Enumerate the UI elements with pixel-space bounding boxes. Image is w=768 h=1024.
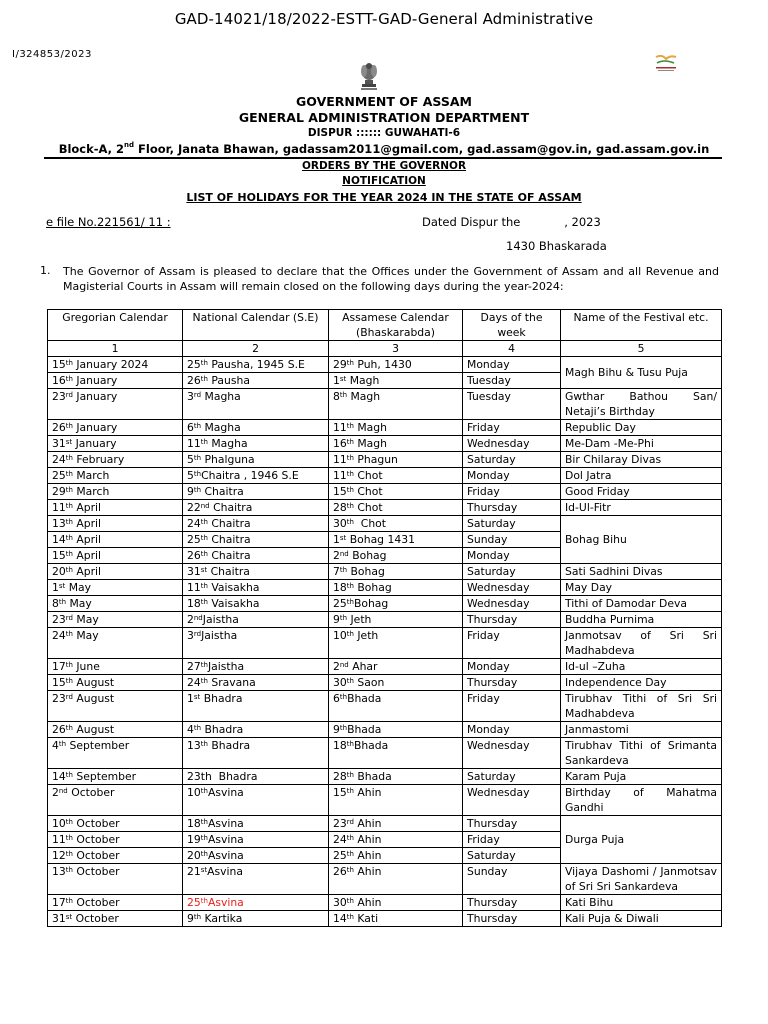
festival-cell: Buddha Purnima xyxy=(561,612,722,628)
day-cell: Saturday xyxy=(463,769,561,785)
day-cell: Friday xyxy=(463,691,561,722)
gregorian-date-cell: 23rd May xyxy=(48,612,183,628)
day-cell: Monday xyxy=(463,357,561,373)
table-row xyxy=(48,612,722,628)
festival-cell: Good Friday xyxy=(561,484,722,500)
gregorian-date-cell: 13th October xyxy=(48,864,183,895)
table-row xyxy=(48,389,722,420)
national-date-cell: 23th Bhadra xyxy=(183,769,329,785)
festival-cell: Kati Bihu xyxy=(561,895,722,911)
national-date-cell: 26th Chaitra xyxy=(183,548,329,564)
festival-cell: Karam Puja xyxy=(561,769,722,785)
efile-number: e file No.221561/ 11 : xyxy=(46,215,171,229)
day-cell: Wednesday xyxy=(463,580,561,596)
national-date-cell: 25thAsvina xyxy=(183,895,329,911)
assamese-date-cell: 30th Saon xyxy=(329,675,463,691)
day-cell: Monday xyxy=(463,722,561,738)
gregorian-date-cell: 10th October xyxy=(48,816,183,832)
assamese-date-cell: 30th Ahin xyxy=(329,895,463,911)
dated-line: Dated Dispur the , 2023 xyxy=(422,215,601,229)
national-date-cell: 25th Chaitra xyxy=(183,532,329,548)
festival-cell: Sati Sadhini Divas xyxy=(561,564,722,580)
day-cell: Thursday xyxy=(463,612,561,628)
national-date-cell: 2ndJaistha xyxy=(183,612,329,628)
table-row xyxy=(48,911,722,927)
assamese-date-cell: 25thBohag xyxy=(329,596,463,612)
assamese-date-cell: 6thBhada xyxy=(329,691,463,722)
table-row xyxy=(48,785,722,816)
festival-cell: Bir Chilaray Divas xyxy=(561,452,722,468)
table-row xyxy=(48,596,722,612)
column-number: 4 xyxy=(463,341,561,357)
table-row xyxy=(48,516,722,532)
assamese-date-cell: 8th Magh xyxy=(329,389,463,420)
assamese-date-cell: 9th Jeth xyxy=(329,612,463,628)
festival-cell: Janmotsav of Sri Sri Madhabdeva xyxy=(561,628,722,659)
table-row xyxy=(48,357,722,373)
gregorian-date-cell: 24th May xyxy=(48,628,183,659)
day-cell: Tuesday xyxy=(463,389,561,420)
festival-cell: Bohag Bihu xyxy=(561,516,722,564)
festival-cell: Id-ul –Zuha xyxy=(561,659,722,675)
day-cell: Thursday xyxy=(463,500,561,516)
assamese-date-cell: 23rd Ahin xyxy=(329,816,463,832)
header-day: Days of the week xyxy=(463,310,561,341)
assamese-date-cell: 7th Bohag xyxy=(329,564,463,580)
gregorian-date-cell: 16th January xyxy=(48,373,183,389)
national-date-cell: 18th Vaisakha xyxy=(183,596,329,612)
gregorian-date-cell: 14th April xyxy=(48,532,183,548)
day-cell: Friday xyxy=(463,484,561,500)
gregorian-date-cell: 1st May xyxy=(48,580,183,596)
festival-cell: Id-Ul-Fitr xyxy=(561,500,722,516)
festival-cell: Dol Jatra xyxy=(561,468,722,484)
declaration-paragraph: The Governor of Assam is pleased to declare that the Offices under the Government of Assam and all Revenue and Magisterial Courts in Assam will remain closed on the following days during the year-2024: xyxy=(63,265,719,293)
gregorian-date-cell: 20th April xyxy=(48,564,183,580)
table-row xyxy=(48,722,722,738)
gregorian-date-cell: 12th October xyxy=(48,848,183,864)
header-assamese: Assamese Calendar (Bhaskarabda) xyxy=(329,310,463,341)
day-cell: Thursday xyxy=(463,911,561,927)
festival-cell: Independence Day xyxy=(561,675,722,691)
day-cell: Saturday xyxy=(463,564,561,580)
assamese-date-cell: 26th Ahin xyxy=(329,864,463,895)
assamese-date-cell: 18thBhada xyxy=(329,738,463,769)
table-row xyxy=(48,816,722,832)
day-cell: Tuesday xyxy=(463,373,561,389)
assamese-date-cell: 2nd Bohag xyxy=(329,548,463,564)
notification-heading: NOTIFICATION xyxy=(342,175,426,187)
assamese-date-cell: 9thBhada xyxy=(329,722,463,738)
assamese-date-cell: 18th Bohag xyxy=(329,580,463,596)
file-header: GAD-14021/18/2022-ESTT-GAD-General Administrative xyxy=(174,10,594,28)
national-date-cell: 5th Phalguna xyxy=(183,452,329,468)
table-row xyxy=(48,895,722,911)
gregorian-date-cell: 17th June xyxy=(48,659,183,675)
national-date-cell: 19thAsvina xyxy=(183,832,329,848)
gregorian-date-cell: 2nd October xyxy=(48,785,183,816)
state-emblem-icon xyxy=(356,60,382,92)
gregorian-date-cell: 13th April xyxy=(48,516,183,532)
national-date-cell: 6th Magha xyxy=(183,420,329,436)
national-date-cell: 21stAsvina xyxy=(183,864,329,895)
assamese-date-cell: 15th Ahin xyxy=(329,785,463,816)
gregorian-date-cell: 31st January xyxy=(48,436,183,452)
national-date-cell: 18thAsvina xyxy=(183,816,329,832)
azadi-amrit-mahotsav-logo-icon xyxy=(652,53,680,75)
assamese-date-cell: 29th Puh, 1430 xyxy=(329,357,463,373)
holiday-table xyxy=(47,309,722,927)
table-row xyxy=(48,580,722,596)
national-date-cell: 9th Kartika xyxy=(183,911,329,927)
day-cell: Thursday xyxy=(463,675,561,691)
table-row xyxy=(48,436,722,452)
assamese-date-cell: 11th Phagun xyxy=(329,452,463,468)
day-cell: Saturday xyxy=(463,452,561,468)
table-row xyxy=(48,769,722,785)
assamese-date-cell: 10th Jeth xyxy=(329,628,463,659)
national-date-cell: 13th Bhadra xyxy=(183,738,329,769)
day-cell: Sunday xyxy=(463,532,561,548)
table-row xyxy=(48,628,722,659)
gregorian-date-cell: 15th January 2024 xyxy=(48,357,183,373)
festival-cell: Tithi of Damodar Deva xyxy=(561,596,722,612)
table-row xyxy=(48,468,722,484)
assamese-date-cell: 14th Kati xyxy=(329,911,463,927)
table-row xyxy=(48,484,722,500)
festival-cell: Vijaya Dashomi / Janmotsav of Sri Sri Sankardeva xyxy=(561,864,722,895)
gregorian-date-cell: 15th April xyxy=(48,548,183,564)
festival-cell: Birthday of Mahatma Gandhi xyxy=(561,785,722,816)
national-date-cell: 5thChaitra , 1946 S.E xyxy=(183,468,329,484)
assamese-date-cell: 25th Ahin xyxy=(329,848,463,864)
national-date-cell: 24th Chaitra xyxy=(183,516,329,532)
national-date-cell: 3rdJaistha xyxy=(183,628,329,659)
table-row xyxy=(48,500,722,516)
festival-cell: Janmastomi xyxy=(561,722,722,738)
table-row xyxy=(48,864,722,895)
national-date-cell: 10thAsvina xyxy=(183,785,329,816)
national-date-cell: 4th Bhadra xyxy=(183,722,329,738)
national-date-cell: 25th Pausha, 1945 S.E xyxy=(183,357,329,373)
day-cell: Monday xyxy=(463,548,561,564)
gregorian-date-cell: 4th September xyxy=(48,738,183,769)
assamese-date-cell: 11th Magh xyxy=(329,420,463,436)
day-cell: Wednesday xyxy=(463,785,561,816)
gregorian-date-cell: 23rd August xyxy=(48,691,183,722)
national-date-cell: 20thAsvina xyxy=(183,848,329,864)
day-cell: Wednesday xyxy=(463,738,561,769)
day-cell: Wednesday xyxy=(463,596,561,612)
table-row xyxy=(48,659,722,675)
day-cell: Friday xyxy=(463,832,561,848)
column-number: 2 xyxy=(183,341,329,357)
gregorian-date-cell: 11th October xyxy=(48,832,183,848)
assamese-date-cell: 28th Bhada xyxy=(329,769,463,785)
paragraph-number: 1. xyxy=(40,264,51,277)
day-cell: Thursday xyxy=(463,895,561,911)
gregorian-date-cell: 23rd January xyxy=(48,389,183,420)
gregorian-date-cell: 17th October xyxy=(48,895,183,911)
day-cell: Saturday xyxy=(463,516,561,532)
festival-cell: May Day xyxy=(561,580,722,596)
festival-cell: Me-Dam -Me-Phi xyxy=(561,436,722,452)
table-row xyxy=(48,564,722,580)
assamese-date-cell: 1st Magh xyxy=(329,373,463,389)
gregorian-date-cell: 29th March xyxy=(48,484,183,500)
day-cell: Monday xyxy=(463,468,561,484)
assamese-date-cell: 1st Bohag 1431 xyxy=(329,532,463,548)
gregorian-date-cell: 8th May xyxy=(48,596,183,612)
gregorian-date-cell: 26th January xyxy=(48,420,183,436)
table-row xyxy=(48,452,722,468)
column-number: 1 xyxy=(48,341,183,357)
festival-cell: Durga Puja xyxy=(561,816,722,864)
gregorian-date-cell: 15th August xyxy=(48,675,183,691)
table-row xyxy=(48,675,722,691)
dispur-line: DISPUR :::::: GUWAHATI-6 xyxy=(307,127,461,139)
assamese-date-cell: 11th Chot xyxy=(329,468,463,484)
header-gregorian: Gregorian Calendar xyxy=(48,310,183,341)
assamese-date-cell: 24th Ahin xyxy=(329,832,463,848)
list-title: LIST OF HOLIDAYS FOR THE YEAR 2024 IN THE STATE OF ASSAM xyxy=(186,191,582,204)
day-cell: Friday xyxy=(463,628,561,659)
gregorian-date-cell: 31st October xyxy=(48,911,183,927)
column-number: 3 xyxy=(329,341,463,357)
national-date-cell: 11th Magha xyxy=(183,436,329,452)
gregorian-date-cell: 25th March xyxy=(48,468,183,484)
festival-cell: Gwthar Bathou San/ Netaji’s Birthday xyxy=(561,389,722,420)
header-festival: Name of the Festival etc. xyxy=(561,310,722,341)
header-national: National Calendar (S.E) xyxy=(183,310,329,341)
festival-cell: Tirubhav Tithi of Srimanta Sankardeva xyxy=(561,738,722,769)
day-cell: Friday xyxy=(463,420,561,436)
national-date-cell: 1st Bhadra xyxy=(183,691,329,722)
day-cell: Saturday xyxy=(463,848,561,864)
government-name: GOVERNMENT OF ASSAM xyxy=(296,94,472,109)
header-rule xyxy=(44,157,722,159)
gregorian-date-cell: 26th August xyxy=(48,722,183,738)
receipt-reference: I/324853/2023 xyxy=(12,49,92,60)
day-cell: Thursday xyxy=(463,816,561,832)
national-date-cell: 9th Chaitra xyxy=(183,484,329,500)
gregorian-date-cell: 11th April xyxy=(48,500,183,516)
table-header-row xyxy=(48,310,722,341)
assamese-date-cell: 30th Chot xyxy=(329,516,463,532)
assamese-date-cell: 15th Chot xyxy=(329,484,463,500)
festival-cell: Tirubhav Tithi of Sri Sri Madhabdeva xyxy=(561,691,722,722)
assamese-date-cell: 16th Magh xyxy=(329,436,463,452)
gregorian-date-cell: 24th February xyxy=(48,452,183,468)
national-date-cell: 31st Chaitra xyxy=(183,564,329,580)
festival-cell: Kali Puja & Diwali xyxy=(561,911,722,927)
national-date-cell: 24th Sravana xyxy=(183,675,329,691)
column-number: 5 xyxy=(561,341,722,357)
national-date-cell: 3rd Magha xyxy=(183,389,329,420)
department-name: GENERAL ADMINISTRATION DEPARTMENT xyxy=(238,110,530,125)
gregorian-date-cell: 14th September xyxy=(48,769,183,785)
table-number-row xyxy=(48,341,722,357)
festival-cell: Republic Day xyxy=(561,420,722,436)
national-date-cell: 11th Vaisakha xyxy=(183,580,329,596)
national-date-cell: 26th Pausha xyxy=(183,373,329,389)
day-cell: Sunday xyxy=(463,864,561,895)
table-row xyxy=(48,420,722,436)
orders-heading: ORDERS BY THE GOVERNOR xyxy=(301,160,467,172)
day-cell: Wednesday xyxy=(463,436,561,452)
festival-cell: Magh Bihu & Tusu Puja xyxy=(561,357,722,389)
assamese-date-cell: 2nd Ahar xyxy=(329,659,463,675)
bhaskarada-line: 1430 Bhaskarada xyxy=(506,239,607,253)
address-line: Block-A, 2nd Floor, Janata Bhawan, gadassam2011@gmail.com, gad.assam@gov.in, gad.assam.gov.in xyxy=(58,141,710,156)
table-row xyxy=(48,738,722,769)
assamese-date-cell: 28th Chot xyxy=(329,500,463,516)
table-row xyxy=(48,691,722,722)
national-date-cell: 27thJaistha xyxy=(183,659,329,675)
day-cell: Monday xyxy=(463,659,561,675)
national-date-cell: 22nd Chaitra xyxy=(183,500,329,516)
